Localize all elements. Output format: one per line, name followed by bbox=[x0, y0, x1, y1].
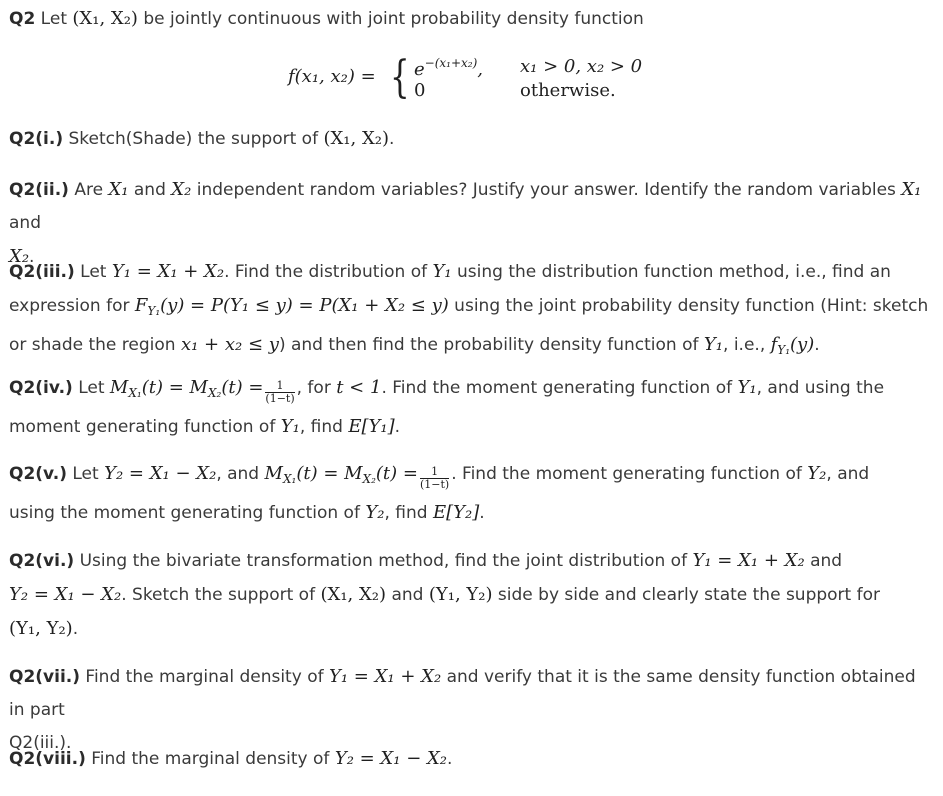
fraction: $\frac{1}{(1-t)}$ bbox=[265, 379, 295, 405]
part-viii: Q2(viii.) Find the marginal density of Y₂ = X₁ − X₂. bbox=[9, 748, 453, 769]
part-vii: Q2(vii.) Find the marginal density of Y₁ = X₁ + X₂ and verify that it is the same density function obtained in part Q2(iii.). bbox=[9, 666, 916, 753]
pdf-lhs: f(x₁, x₂) = bbox=[288, 66, 376, 87]
pdf-cond-2: otherwise. bbox=[520, 80, 616, 101]
part-i: Q2(i.) Sketch(Shade) the support of (X₁, X₂). bbox=[9, 128, 395, 149]
q2-intro: Q2 Let (X₁, X₂) be jointly continuous with joint probability density function bbox=[9, 8, 644, 29]
pdf-case-1: $e^{-(x_1+x_2)}$, bbox=[414, 56, 484, 80]
q2-label: Q2 bbox=[9, 9, 36, 29]
pdf-cond-1: x₁ > 0, x₂ > 0 bbox=[520, 56, 643, 77]
part-ii: Q2(ii.) Are X₁ and X₂ independent random variables? Justify your answer. Identify the random variables X₁ and X₂. bbox=[9, 179, 922, 267]
pdf-case-2: 0 bbox=[414, 80, 426, 101]
random-vector: (X₁, X₂) bbox=[72, 8, 138, 29]
fraction: $\frac{1}{(1-t)}$ bbox=[420, 465, 450, 491]
part-vi: Q2(vi.) Using the bivariate transformation method, find the joint distribution of Y₁ = X₁ + X₂ and Y₂ = X₁ − X₂. Sketch the support of (X₁, X₂) and (Y₁, Y₂) side by side and clearly state the support for (Y₁, Y₂). bbox=[9, 550, 880, 639]
part-v: Q2(v.) Let Y₂ = X₁ − X₂, and $M_{X_1}(t) = M_{X_2}(t)$ = $\frac{1}{(1-t)}$ . Find the moment generating function of Y₂, and using the moment generating function of Y₂, find E[Y₂]. bbox=[9, 463, 870, 523]
part-iv: Q2(iv.) Let $M_{X_1}(t) = M_{X_2}(t)$ = $\frac{1}{(1-t)}$ , for t < 1. Find the moment generating function of Y₁, and using the moment generating function of Y₁, find E[Y₁]. bbox=[9, 377, 885, 437]
left-brace: { bbox=[390, 52, 410, 103]
part-iii: Q2(iii.) Let Y₁ = X₁ + X₂. Find the distribution of Y₁ using the distribution function method, i.e., find an expression for $F_{Y_1}(y) = P(Y_1 \le y) = P(X_1 + X_2 \le y)$ using the joint probability density function (Hint: sketch or shade the region x₁ + x₂ ≤ y) and then find the probability density function of Y₁, i.e., $f_{Y_1}(y)$. bbox=[9, 261, 929, 357]
